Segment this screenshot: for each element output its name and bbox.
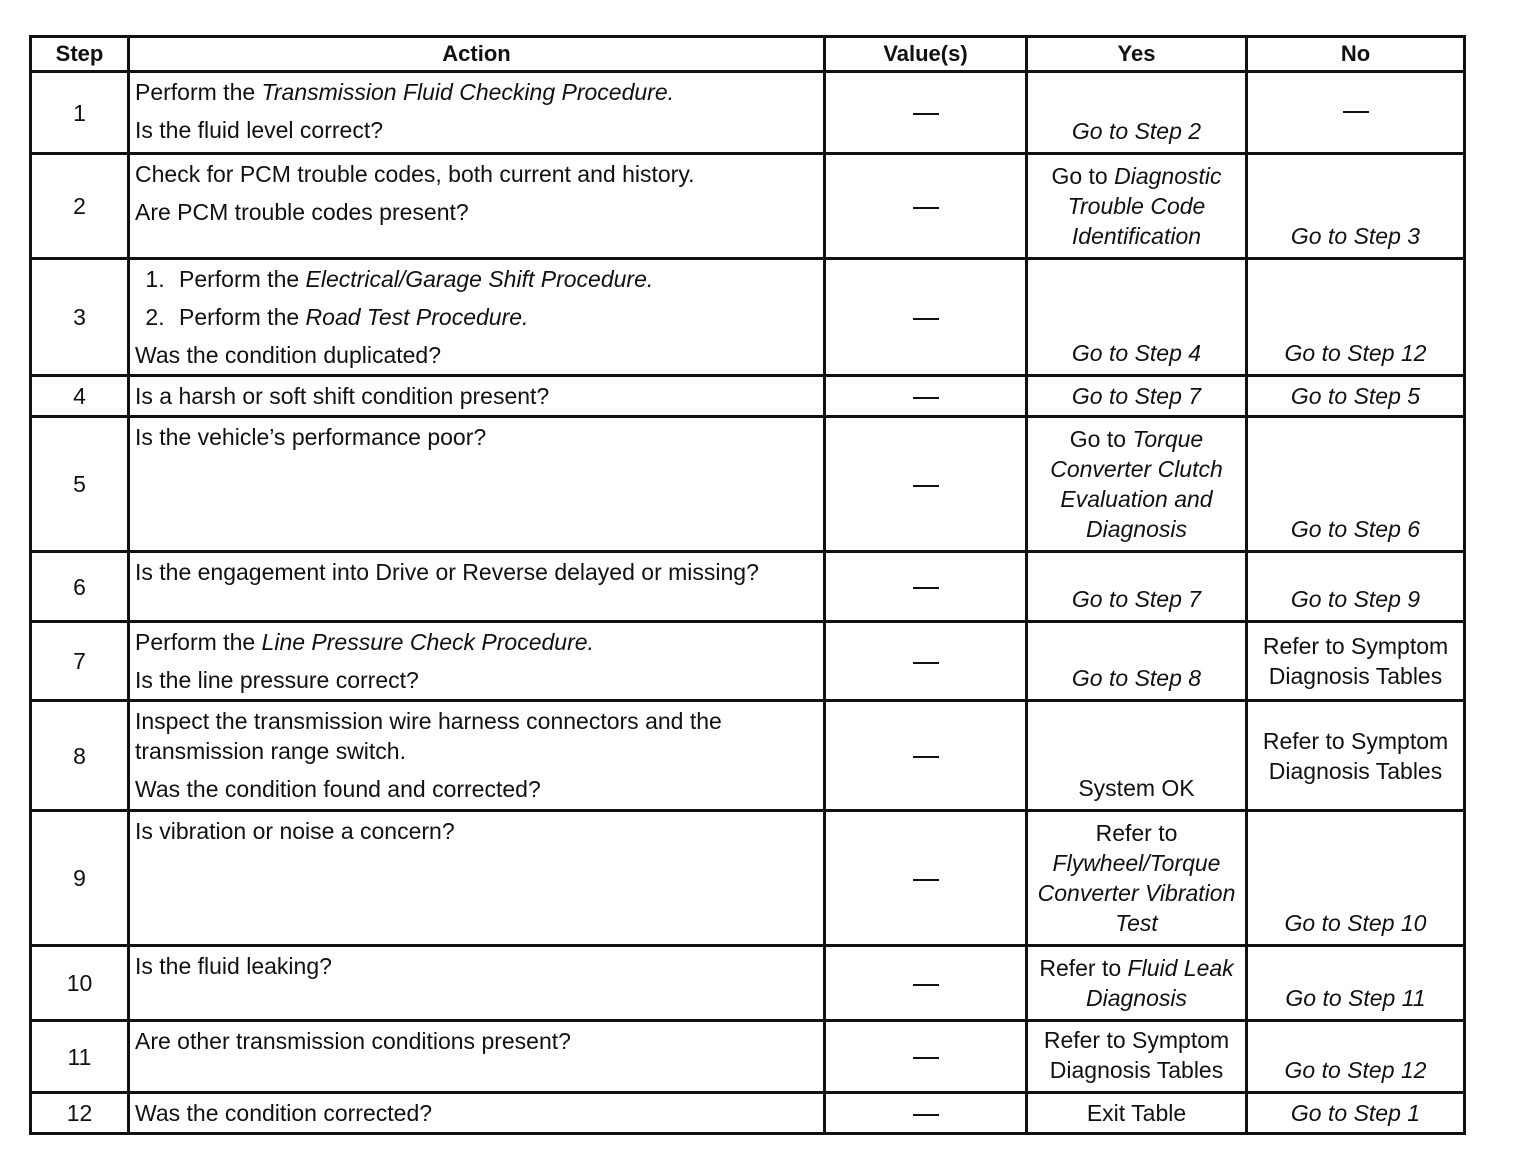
action-text: Perform the (135, 79, 262, 105)
dash-mark (913, 662, 939, 664)
diagnostic-table (29, 35, 1466, 1135)
value-cell (825, 701, 1027, 811)
yes-cell: Exit Table (1027, 1093, 1247, 1134)
table-row (31, 72, 1465, 154)
yes-cell: Go to Step 4 (1027, 259, 1247, 376)
dash-mark (913, 318, 939, 320)
table-row (31, 1093, 1465, 1134)
step-number: 9 (31, 811, 129, 946)
yes-cell: Refer to Symptom Diagnosis Tables (1027, 1021, 1247, 1093)
no-cell: Go to Step 10 (1247, 811, 1465, 946)
header-values: Value(s) (825, 37, 1027, 72)
no-cell: Go to Step 3 (1247, 154, 1465, 259)
yes-cell (1027, 946, 1247, 1021)
table-row (31, 811, 1465, 946)
action-question: Are PCM trouble codes present? (135, 199, 469, 225)
table-row (31, 417, 1465, 552)
action-cell (129, 552, 825, 622)
yes-reference: Diagnostic Trouble Code Identification (1067, 163, 1222, 249)
step-number: 8 (31, 701, 129, 811)
yes-text: Go to (1051, 163, 1115, 189)
dash-mark (913, 756, 939, 758)
no-cell: Refer to Symptom Diagnosis Tables (1247, 622, 1465, 701)
dash-mark (913, 587, 939, 589)
action-question: Are other transmission conditions present? (135, 1028, 571, 1054)
no-cell: Go to Step 1 (1247, 1093, 1465, 1134)
value-cell (825, 622, 1027, 701)
action-question: Was the condition duplicated? (135, 342, 442, 368)
table-row (31, 622, 1465, 701)
yes-reference: Flywheel/Torque Converter Vibration Test (1037, 850, 1236, 936)
action-question: Was the condition found and corrected? (135, 776, 541, 802)
table-row (31, 1021, 1465, 1093)
action-question: Was the condition corrected? (135, 1100, 433, 1126)
value-cell (825, 552, 1027, 622)
step-number: 10 (31, 946, 129, 1021)
action-text: Perform the (135, 629, 262, 655)
action-question: Is the fluid leaking? (135, 953, 332, 979)
header-yes: Yes (1027, 37, 1247, 72)
step-number: 6 (31, 552, 129, 622)
no-cell: Go to Step 5 (1247, 376, 1465, 417)
procedure-reference: Transmission Fluid Checking Procedure. (261, 79, 675, 105)
procedure-reference: Electrical/Garage Shift Procedure. (305, 266, 654, 292)
yes-cell: System OK (1027, 701, 1247, 811)
dash-mark (913, 1114, 939, 1116)
yes-cell: Go to Step 7 (1027, 552, 1247, 622)
action-steps-list (135, 264, 819, 332)
no-cell (1247, 72, 1465, 154)
no-cell: Go to Step 11 (1247, 946, 1465, 1021)
header-action: Action (129, 37, 825, 72)
action-question: Is the line pressure correct? (135, 667, 419, 693)
step-number: 3 (31, 259, 129, 376)
step-number: 1 (31, 72, 129, 154)
dash-mark (913, 984, 939, 986)
no-cell: Go to Step 6 (1247, 417, 1465, 552)
action-cell (129, 259, 825, 376)
value-cell (825, 417, 1027, 552)
value-cell (825, 259, 1027, 376)
yes-cell (1027, 154, 1247, 259)
action-line (135, 627, 819, 657)
list-item (171, 264, 819, 294)
step-number: 11 (31, 1021, 129, 1093)
action-cell (129, 1021, 825, 1093)
action-cell (129, 622, 825, 701)
yes-text: Refer to (1095, 820, 1178, 846)
action-cell (129, 1093, 825, 1134)
step-number: 7 (31, 622, 129, 701)
table-row (31, 259, 1465, 376)
dash-mark (913, 207, 939, 209)
step-number: 2 (31, 154, 129, 259)
yes-text: Go to (1069, 426, 1133, 452)
yes-reference: Torque Converter Clutch Evaluation and Diagnosis (1050, 426, 1223, 542)
yes-cell: Go to Step 8 (1027, 622, 1247, 701)
action-cell (129, 72, 825, 154)
list-item (171, 302, 819, 332)
action-question: Is a harsh or soft shift condition present? (135, 383, 550, 409)
action-question: Is the vehicle’s performance poor? (135, 424, 487, 450)
no-cell: Go to Step 12 (1247, 259, 1465, 376)
table-row (31, 552, 1465, 622)
dash-mark (913, 113, 939, 115)
yes-cell (1027, 417, 1247, 552)
yes-reference: Fluid Leak Diagnosis (1086, 955, 1234, 1011)
no-cell: Refer to Symptom Diagnosis Tables (1247, 701, 1465, 811)
header-step: Step (31, 37, 129, 72)
action-line: Inspect the transmission wire harness connectors and the transmission range switch. (135, 708, 722, 764)
header-no: No (1247, 37, 1465, 72)
dash-mark (913, 485, 939, 487)
table-header-row (31, 37, 1465, 72)
yes-cell: Go to Step 2 (1027, 72, 1247, 154)
yes-cell (1027, 811, 1247, 946)
value-cell (825, 376, 1027, 417)
value-cell (825, 154, 1027, 259)
dash-mark (913, 879, 939, 881)
action-line (135, 77, 819, 107)
table-row (31, 376, 1465, 417)
value-cell (825, 1093, 1027, 1134)
table-row (31, 946, 1465, 1021)
procedure-reference: Road Test Procedure. (305, 304, 529, 330)
table-row (31, 701, 1465, 811)
no-cell: Go to Step 9 (1247, 552, 1465, 622)
value-cell (825, 946, 1027, 1021)
action-cell (129, 154, 825, 259)
action-cell (129, 811, 825, 946)
action-text: Perform the (179, 266, 306, 292)
value-cell (825, 1021, 1027, 1093)
action-cell (129, 376, 825, 417)
action-question: Is the engagement into Drive or Reverse delayed or missing? (135, 559, 759, 585)
action-question: Is the fluid level correct? (135, 117, 384, 143)
no-cell: Go to Step 12 (1247, 1021, 1465, 1093)
action-cell (129, 701, 825, 811)
value-cell (825, 811, 1027, 946)
table-row (31, 154, 1465, 259)
step-number: 5 (31, 417, 129, 552)
action-text: Perform the (179, 304, 306, 330)
action-line: Check for PCM trouble codes, both current and history. (135, 161, 695, 187)
step-number: 12 (31, 1093, 129, 1134)
step-number: 4 (31, 376, 129, 417)
procedure-reference: Line Pressure Check Procedure. (261, 629, 594, 655)
dash-mark (913, 397, 939, 399)
value-cell (825, 72, 1027, 154)
dash-mark (1343, 111, 1369, 113)
yes-cell: Go to Step 7 (1027, 376, 1247, 417)
yes-text: Refer to (1039, 955, 1128, 981)
action-question: Is vibration or noise a concern? (135, 818, 455, 844)
action-cell (129, 417, 825, 552)
action-cell (129, 946, 825, 1021)
dash-mark (913, 1057, 939, 1059)
